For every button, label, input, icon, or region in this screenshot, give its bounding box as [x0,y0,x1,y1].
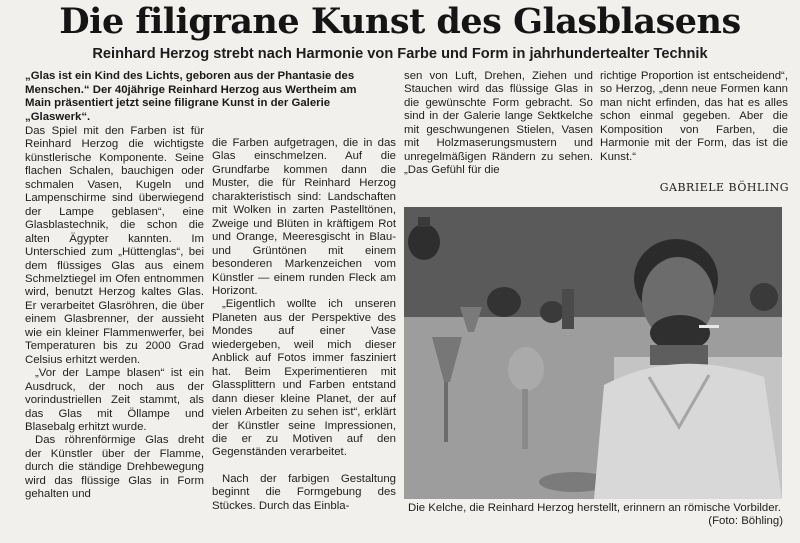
body-paragraph: Nach der farbigen Gestaltung beginnt die Formgebung des Stückes. Durch das Einbla- [212,472,396,512]
photo-illustration [404,207,782,499]
headline: Die filigrane Kunst des Glasblasens [59,1,741,42]
lead-paragraph [25,70,395,124]
body-column-4 [600,70,788,164]
body-column-1 [25,125,204,502]
body-column-2 [212,137,396,513]
lead-line: Main präsentiert jetzt seine filigrane Kunst in der Galerie [25,97,331,109]
author-byline: GABRIELE BÖHLING [659,181,789,194]
lead-line: „Glaswerk“. [25,110,91,123]
lead-line: Menschen.“ Der 40jährige Reinhard Herzog aus Wertheim am [25,83,357,96]
photo-caption [408,502,783,527]
body-paragraph: „Vor der Lampe blasen“ ist ein Ausdruck, der noch aus der vorindustriellen Zeit stammt, als das Glas mit Öllampe und Blasebalg erhitzt wurde. [25,367,204,433]
body-paragraph: sen von Luft, Drehen, Ziehen und Stauchen wird das flüssige Glas in die gewünschte Form gebracht. So sind in der Galerie lange Sektkelche mit geschwungenen Stielen, Vasen mit Holzmaserungsmustern und unregelmäßigen Rändern zu sehen. „Das Gefühl für die [404,70,593,177]
article-photo [404,207,782,499]
caption-text: Die Kelche, die Reinhard Herzog herstellt, erinnern an römische Vorbilder. [408,502,781,514]
photo-credit: (Foto: Böhling) [708,515,783,527]
body-paragraph: Das röhrenförmige Glas dreht der Künstler über der Flamme, durch die ständige Drehbewegung wird das flüssige Glas in Form gehalten und [25,434,204,501]
body-paragraph: richtige Proportion ist entscheidend“, so Herzog, „denn neue Formen kann man nicht erfinden, das hat es alles schon einmal gegeben. Aber die Komposition von Farben, die Harmonie mit der Form, das ist die Kunst.“ [600,70,788,163]
body-paragraph: die Farben aufgetragen, die in das Glas einschmelzen. Auf die Grundfarbe kommen dann die Muster, die für Reinhard Herzog charakteristisch sind: Landschaften mit Wolken in zarten Pastelltönen, Zweige und Blüten in kräftigem Rot und Orange, Meeresgischt in Blau- und Grüntönen mit einem besonderen Markenzeichen vom Künstler — einem runden Fleck am Horizont. [212,137,396,297]
body-paragraph: Das Spiel mit den Farben ist für Reinhard Herzog die wichtigste künstlerische Komponente. Seine flachen Schalen, bauchigen oder schmalen Vasen, Kugeln und Lampenschirme sind überwiegend der Lampe geblasen“, eine Glasblastechnik, die schon die alten Ägypter kannten. Im Unterschied zum „Hüttenglas“, bei dem flüssiges Glas aus einem Schmelztiegel im Ofen entnommen wird, benutzt Herzog kaltes Glas. Er verarbeitet Glasröhren, die über einem Glasbrenner, der aussieht wie ein kleiner Flammenwerfer, bei Temperaturen bis zu 2000 Grad Celsius erhitzt werden. [25,125,204,366]
subheadline: Reinhard Herzog strebt nach Harmonie von Farbe und Form in jahrhundertealter Technik [92,46,708,62]
body-paragraph: „Eigentlich wollte ich unseren Planeten aus der Perspektive des Mondes auf einer Vase wiedergeben, weil mich dieser Anblick auf Fotos immer fasziniert hat. Beim Experimentieren mit Glassplittern und Farben entstand dann dieser kleine Planet, der auf vielen Arbeiten zu sehen ist“, erklärt der Künstler seine Impressionen, die er zu Motiven auf den Gegenständen verarbeitet. [212,298,396,459]
body-column-3 [404,70,593,178]
lead-line: „Glas ist ein Kind des Lichts, geboren aus der Phantasie des [25,70,355,82]
